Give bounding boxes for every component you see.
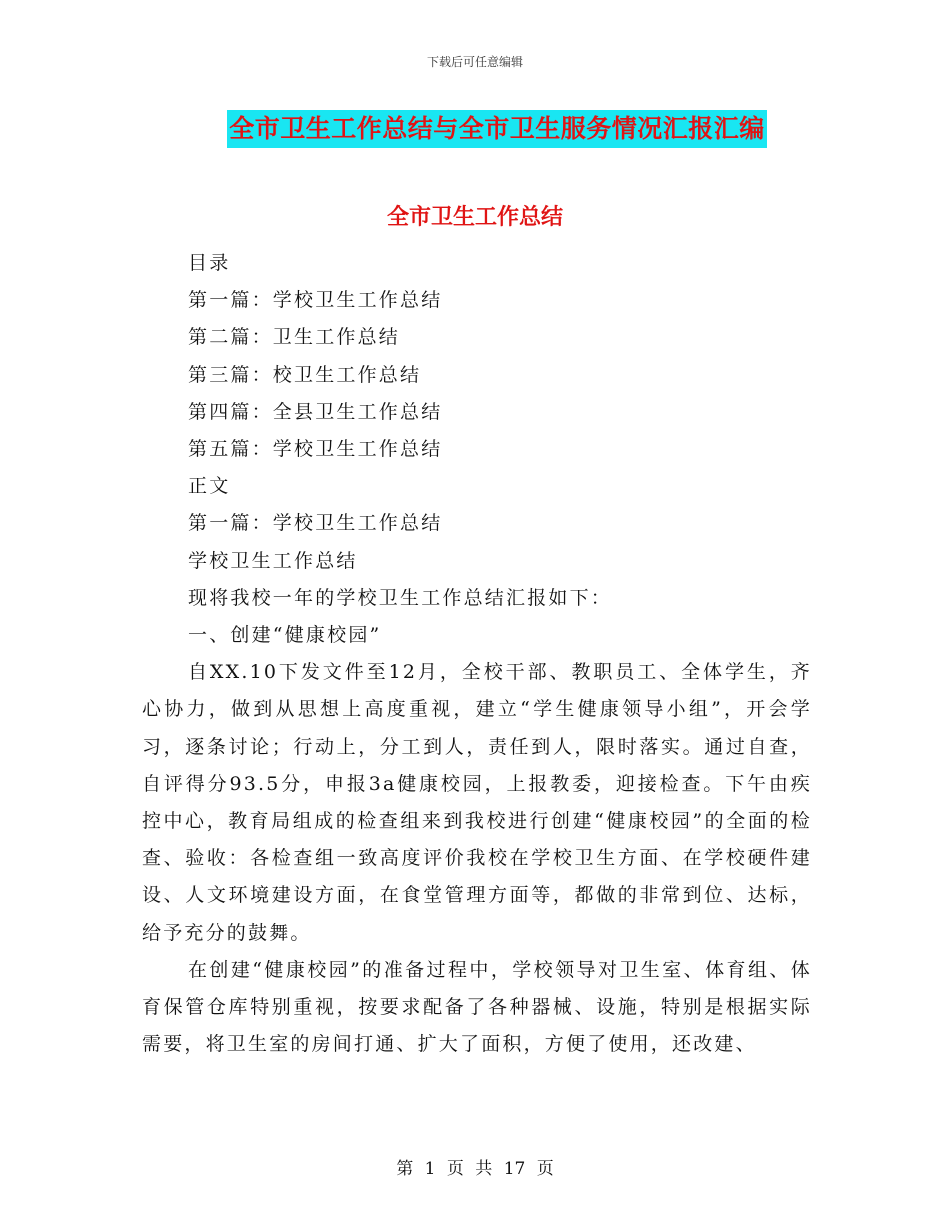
intro-line: 现将我校一年的学校卫生工作总结汇报如下： <box>188 586 613 609</box>
body-heading: 正文 <box>188 475 231 498</box>
section-heading: 一、创建“健康校园” <box>188 624 382 647</box>
article-title: 学校卫生工作总结 <box>188 549 358 572</box>
header-note: 下载后可任意编辑 <box>426 55 523 69</box>
section-title: 全市卫生工作总结 <box>386 204 563 230</box>
toc-item: 第五篇：学校卫生工作总结 <box>188 438 443 461</box>
toc-item: 第三篇：校卫生工作总结 <box>188 363 422 386</box>
toc-item: 第一篇：学校卫生工作总结 <box>188 289 443 312</box>
page-footer: 第 1 页 共 17 页 <box>396 1159 554 1179</box>
document-body <box>142 245 812 1063</box>
document-title <box>0 110 950 148</box>
paragraph: 在创建“健康校园”的准备过程中，学校领导对卫生室、体育组、体育保管仓库特别重视，按要求配备了各种器械、设施，特别是根据实际需要，将卫生室的房间打通、扩大了面积，方便了使用，还改建、 <box>142 958 812 1056</box>
toc-heading: 目录 <box>188 252 231 274</box>
chapter-title: 第一篇：学校卫生工作总结 <box>188 512 443 535</box>
toc-item: 第四篇：全县卫生工作总结 <box>188 400 443 423</box>
document-title-text: 全市卫生工作总结与全市卫生服务情况汇报汇编 <box>227 110 767 148</box>
toc-item: 第二篇：卫生工作总结 <box>188 326 401 349</box>
paragraph: 自XX.10下发文件至12月，全校干部、教职员工、全体学生，齐心协力，做到从思想上高度重视，建立“学生健康领导小组”，开会学习，逐条讨论；行动上，分工到人，责任到人，限时落实。通过自查，自评得分93.5分，申报3a健康校园，上报教委，迎接检查。下午由疾控中心，教育局组成的检查组来到我校进行创建“健康校园”的全面的检查、验收：各检查组一致高度评价我校在学校卫生方面、在学校硬件建设、人文环境建设方面，在食堂管理方面等，都做的非常到位、达标，给予充分的鼓舞。 <box>142 661 812 944</box>
